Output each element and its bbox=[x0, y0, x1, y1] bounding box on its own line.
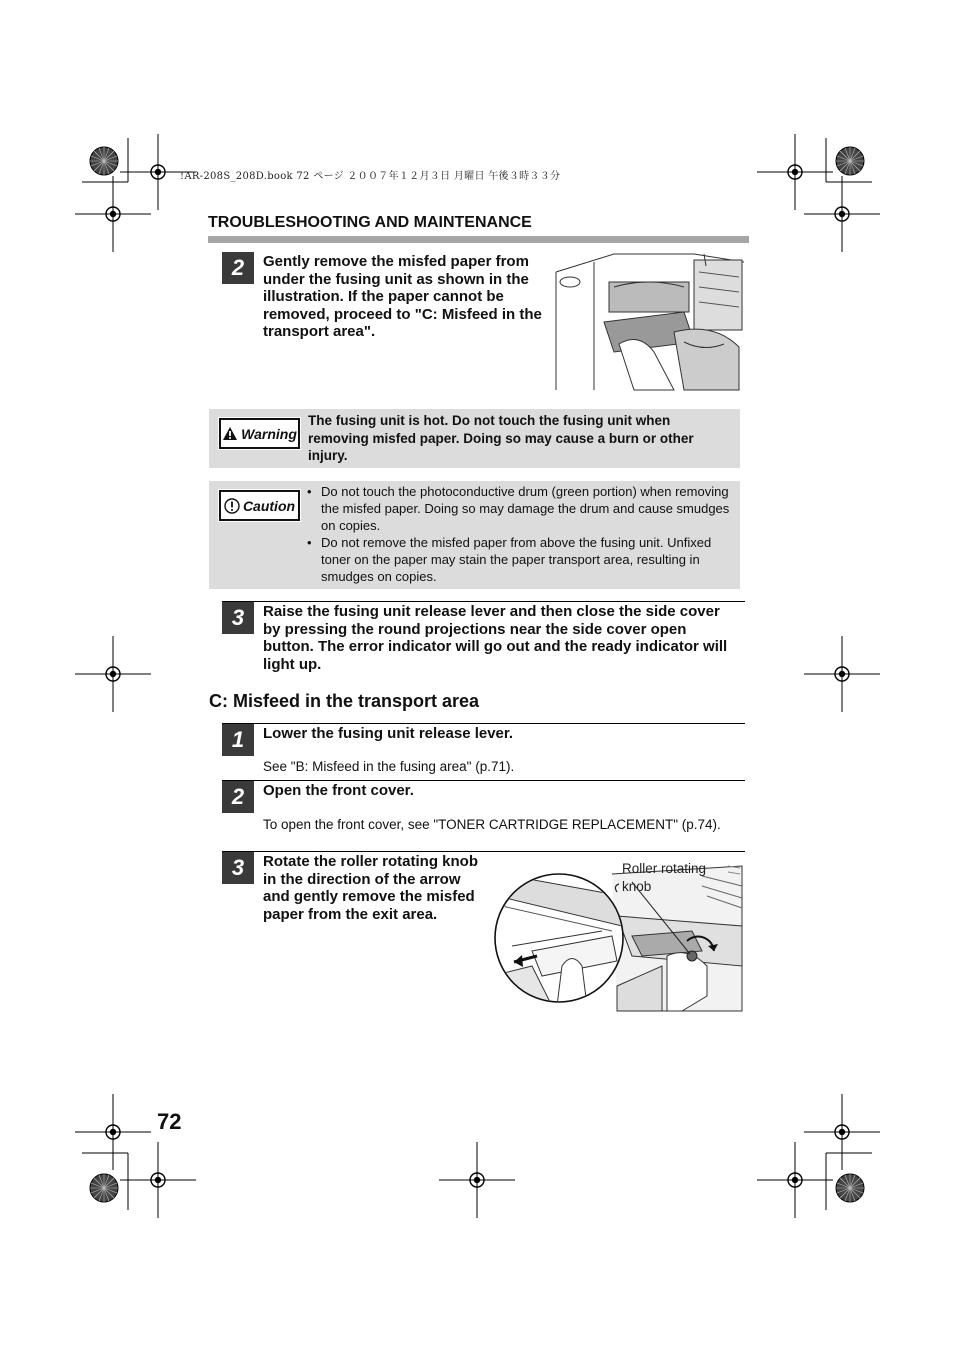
step-rule bbox=[222, 851, 745, 852]
step-body: See "B: Misfeed in the fusing area" (p.71). bbox=[263, 759, 515, 774]
step-title: Rotate the roller rotating knob in the direction of the arrow and gently remove the misfed paper from the exit area. bbox=[263, 853, 479, 923]
exclamation-circle-icon bbox=[224, 498, 240, 514]
fusing-unit-illustration bbox=[554, 252, 744, 392]
section-title: TROUBLESHOOTING AND MAINTENANCE bbox=[208, 214, 532, 231]
step-text: Gently remove the misfed paper from under the fusing unit as shown in the illustration. If the paper cannot be removed, proceed to "C: Misfeed in the transport area". bbox=[263, 253, 542, 341]
step-number: 3 bbox=[222, 602, 254, 634]
caution-list bbox=[307, 483, 732, 585]
step-text: Raise the fusing unit release lever and then close the side cover by pressing the round projections near the side cover open button. The error indicator will go out and the ready indicator will light up. bbox=[263, 603, 728, 673]
section-rule bbox=[208, 236, 749, 243]
step-number: 1 bbox=[222, 724, 254, 756]
transport-area-illustration bbox=[492, 856, 744, 1014]
step-body: To open the front cover, see "TONER CARTRIDGE REPLACEMENT" (p.74). bbox=[263, 817, 721, 832]
step-title: Open the front cover. bbox=[263, 782, 414, 799]
warning-triangle-icon bbox=[222, 426, 238, 441]
subsection-title: C: Misfeed in the transport area bbox=[209, 691, 480, 711]
step-title: Lower the fusing unit release lever. bbox=[263, 725, 514, 742]
step-rule bbox=[222, 601, 745, 602]
step-number: 2 bbox=[222, 781, 254, 813]
caution-label: Caution bbox=[242, 497, 296, 514]
warning-text: The fusing unit is hot. Do not touch the fusing unit when removing misfed paper. Doing so may cause a burn or other injury. bbox=[308, 413, 694, 463]
step-number: 3 bbox=[222, 852, 254, 884]
caution-badge bbox=[219, 490, 300, 521]
callout-line: Roller rotating bbox=[622, 861, 707, 876]
warning-label: Warning bbox=[241, 425, 297, 442]
caution-item: • Do not remove the misfed paper from above the fusing unit. Unfixed toner on the paper may stain the paper transport area, resulting in smudges on copies. bbox=[307, 534, 732, 585]
caution-item: • Do not touch the photoconductive drum (green portion) when removing the misfed paper. Doing so may damage the drum and cause smudges on copies. bbox=[307, 483, 732, 534]
callout-line: knob bbox=[622, 879, 652, 894]
warning-badge bbox=[219, 418, 300, 449]
step-number: 2 bbox=[222, 252, 254, 284]
callout-label bbox=[622, 860, 706, 896]
page-number: 72 bbox=[157, 1109, 182, 1134]
print-header: !AR-208S_208D.book 72 ページ ２００７年１２月３日 月曜日 午後３時３３分 bbox=[180, 171, 561, 182]
step-rule bbox=[222, 780, 745, 781]
step-rule bbox=[222, 723, 745, 724]
